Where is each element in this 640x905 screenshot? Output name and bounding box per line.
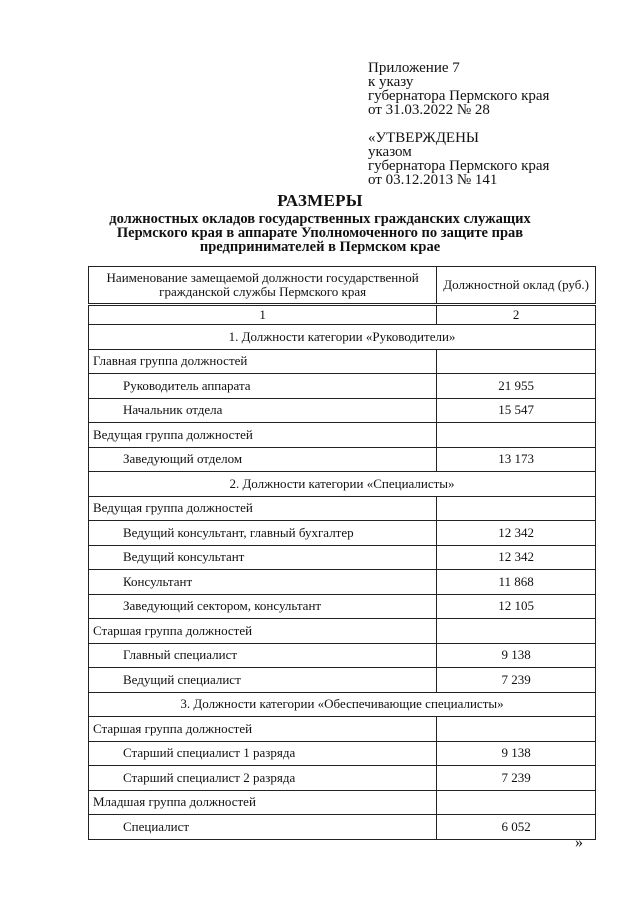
original-decree-date-line: от 03.12.2013 № 141 xyxy=(368,172,498,188)
section-title: 3. Должности категории «Обеспечивающие специалисты» xyxy=(89,692,596,717)
position-name: Ведущий консультант, главный бухгалтер xyxy=(89,521,437,546)
position-name: Старший специалист 2 разряда xyxy=(89,766,437,791)
group-row xyxy=(89,790,596,815)
governor-line: губернатора Пермского края xyxy=(368,88,550,104)
document-subtitle: должностных окладов государственных гражданских служащих Пермского края в аппарате Уполномоченного по защите прав предпринимателей в Пермском крае xyxy=(109,211,531,255)
salary-value: 12 105 xyxy=(437,594,596,619)
section-row xyxy=(89,472,596,497)
group-name: Ведущая группа должностей xyxy=(89,423,437,448)
group-row xyxy=(89,423,596,448)
salary-value: 21 955 xyxy=(437,374,596,399)
salary-value: 9 138 xyxy=(437,643,596,668)
table-row xyxy=(89,643,596,668)
table-row xyxy=(89,668,596,693)
table-row xyxy=(89,815,596,840)
table-row xyxy=(89,447,596,472)
salary-value xyxy=(437,717,596,742)
position-name: Старший специалист 1 разряда xyxy=(89,741,437,766)
document-title: РАЗМЕРЫ xyxy=(277,191,363,210)
group-row xyxy=(89,349,596,374)
group-name: Старшая группа должностей xyxy=(89,619,437,644)
position-name: Заведующий сектором, консультант xyxy=(89,594,437,619)
table-row xyxy=(89,374,596,399)
salary-value: 12 342 xyxy=(437,545,596,570)
table-row xyxy=(89,570,596,595)
group-name: Младшая группа должностей xyxy=(89,790,437,815)
annex-line: Приложение 7 xyxy=(368,60,460,76)
salary-value: 11 868 xyxy=(437,570,596,595)
salary-value: 7 239 xyxy=(437,668,596,693)
group-row xyxy=(89,619,596,644)
salary-table xyxy=(88,266,596,840)
section-row xyxy=(89,325,596,350)
column-header-position: Наименование замещаемой должности государственной гражданской службы Пермского края xyxy=(89,267,437,305)
salary-value xyxy=(437,790,596,815)
spacer xyxy=(368,117,549,131)
salary-value: 12 342 xyxy=(437,521,596,546)
by-decree-line: указом xyxy=(368,144,412,160)
salary-value xyxy=(437,349,596,374)
decree-date-line: от 31.03.2022 № 28 xyxy=(368,102,490,118)
governor-line-2: губернатора Пермского края xyxy=(368,158,550,174)
closing-quote-mark: » xyxy=(575,834,583,851)
group-row xyxy=(89,717,596,742)
table-header-row xyxy=(89,267,596,305)
position-name: Консультант xyxy=(89,570,437,595)
group-name: Главная группа должностей xyxy=(89,349,437,374)
salary-value: 7 239 xyxy=(437,766,596,791)
column-number-1: 1 xyxy=(89,305,437,325)
column-header-salary: Должностной оклад (руб.) xyxy=(437,267,596,305)
position-name: Ведущий консультант xyxy=(89,545,437,570)
column-number-2: 2 xyxy=(437,305,596,325)
approved-line: «УТВЕРЖДЕНЫ xyxy=(368,130,480,146)
section-title: 1. Должности категории «Руководители» xyxy=(89,325,596,350)
section-title: 2. Должности категории «Специалисты» xyxy=(89,472,596,497)
table-row xyxy=(89,398,596,423)
decree-ref-line: к указу xyxy=(368,74,414,90)
table-row xyxy=(89,521,596,546)
salary-value: 9 138 xyxy=(437,741,596,766)
salary-value: 6 052 xyxy=(437,815,596,840)
salary-value xyxy=(437,423,596,448)
group-row xyxy=(89,496,596,521)
group-name: Старшая группа должностей xyxy=(89,717,437,742)
salary-value xyxy=(437,619,596,644)
salary-value xyxy=(437,496,596,521)
column-number-row xyxy=(89,305,596,325)
position-name: Начальник отдела xyxy=(89,398,437,423)
position-name: Главный специалист xyxy=(89,643,437,668)
table-row xyxy=(89,741,596,766)
position-name: Руководитель аппарата xyxy=(89,374,437,399)
salary-value: 15 547 xyxy=(437,398,596,423)
salary-value: 13 173 xyxy=(437,447,596,472)
section-row xyxy=(89,692,596,717)
position-name: Специалист xyxy=(89,815,437,840)
table-row xyxy=(89,766,596,791)
approval-stamp-block xyxy=(368,61,549,187)
position-name: Заведующий отделом xyxy=(89,447,437,472)
group-name: Ведущая группа должностей xyxy=(89,496,437,521)
position-name: Ведущий специалист xyxy=(89,668,437,693)
table-row xyxy=(89,594,596,619)
table-row xyxy=(89,545,596,570)
